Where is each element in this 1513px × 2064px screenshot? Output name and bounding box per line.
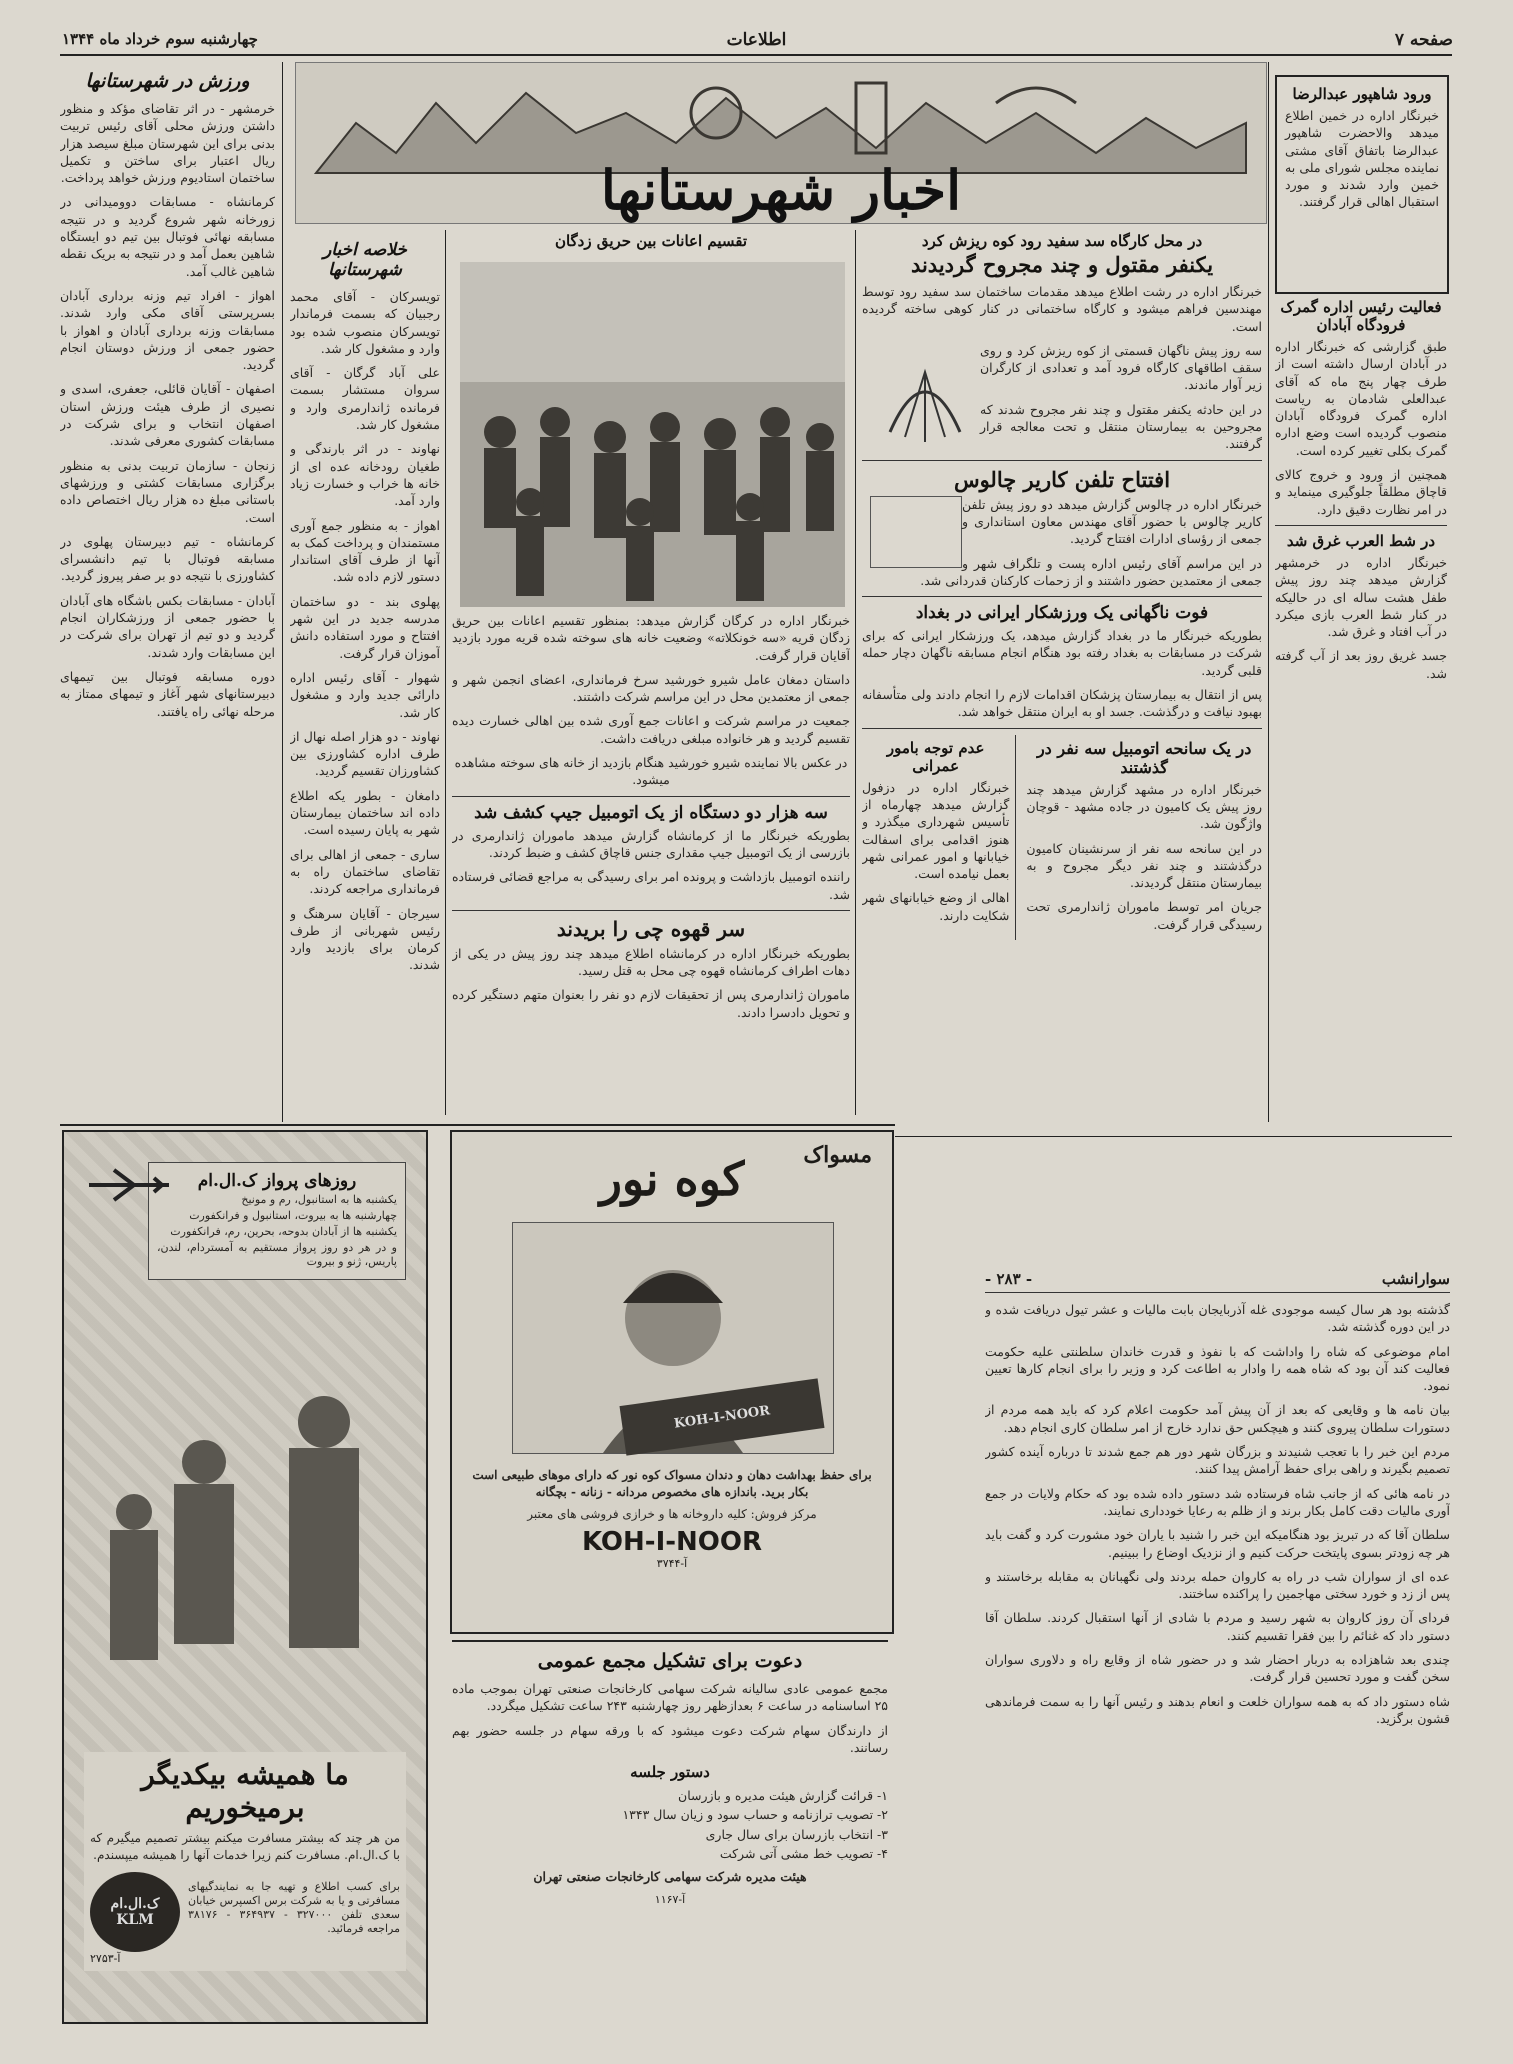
sports-paragraph: اصفهان - آقایان قائلی، جعفری، اسدی و نصیری از طرف هیئت ورزش استان اصفهان انتخاب و برای شرکت در مسابقات کشوری معرفی شدند. (60, 381, 275, 449)
shahpour-headline: ورود شاهپور عبدالرضا (1292, 85, 1432, 103)
story-paragraph: داستان دمغان عامل شیرو خورشید سرخ فرمانداری، اعضای انجمن شهر و جمعی از معتمدین محل در این مراسم شرکت داشتند. (452, 671, 850, 705)
serial-paragraph: عده ای از سواران شب در راه به کاروان حمله بردند ولی نگهبانان به مقابله برخاستند و پس از زد و خورد سختی مهاجمین را پراکنده ساختند. (985, 1568, 1450, 1602)
news-column-right (862, 232, 1262, 1112)
drowning-headline: در شط العرب غرق شد (1286, 531, 1436, 550)
kohinoor-advertisement (450, 1130, 894, 1634)
klm-advertisement (62, 1130, 428, 2024)
summary-paragraph: تویسرکان - آقای محمد رجبیان که بسمت فرماندار تویسرکان منصوب شده بود وارد و مشغول کار شد. (290, 289, 440, 356)
kohinoor-kicker: مسواک (803, 1142, 872, 1168)
civic-paragraph: اهالی از وضع خیابانهای شهر شکایت دارند. (862, 890, 1010, 923)
toothbrush-box: KOH-I-NOOR (619, 1378, 824, 1455)
summary-title: خلاصه اخبار شهرستانها (323, 240, 407, 280)
serial-paragraph: فردای آن روز کاروان به شهر رسید و مردم با شادی از آنها استقبال کردند. سلطان آقا دستور داد که غنائم را بین فقرا تقسیم کنند. (985, 1610, 1450, 1643)
summary-paragraph: سیرجان - آقایان سرهنگ و رئیس شهربانی از طرف کرمان برای بازدید وارد شدند. (290, 905, 440, 973)
accident-paragraph: جریان امر توسط ماموران ژاندارمری تحت رسیدگی قرار گرفت. (1026, 899, 1262, 932)
sports-paragraph: خرمشهر - در اثر تقاضای مؤکد و منظور داشتن ورزش محلی آقای رئیس تربیت بدنی برای این شهرستان مبلغ سیصد هزار ریال اعتبار برای ساختن و تکمیل ساختمان استادیوم ورزش خواهد پرداخت. (60, 101, 275, 186)
story-paragraph: جمعیت در مراسم شرکت و اعانات جمع آوری شده بین اهالی خسارت دیده تقسیم گردید و هر خانواده مبلغی دریافت داشت. (452, 713, 850, 746)
agenda-title: دستور جلسه (630, 1763, 710, 1782)
notice-signature: هیئت مدیره شرکت سهامی کارخانجات صنعتی تهران (533, 1869, 807, 1885)
baghdad-paragraph: بطوریکه خبرنگار ما در بغداد گزارش میدهد، یک ورزشکار ایرانی که برای شرکت در مسابقات به بغداد رفته بود هنگام انجام مسابقه ناگهان دچار حمله قلبی گردید. (862, 628, 1262, 678)
coffee-paragraph: ماموران ژاندارمری پس از تحقیقات لازم دو نفر را بعنوان متهم دستگیر کرده و تحویل دادسرا دادند. (452, 987, 850, 1020)
kohinoor-tagline: برای حفظ بهداشت دهان و دندان مسواک کوه نور که دارای موهای طبیعی است بکار برید. باندازه های مخصوص مردانه - زنانه - بچگانه (472, 1468, 872, 1500)
coffee-paragraph: بطوریکه خبرنگار اداره در کرمانشاه اطلاع میدهد چند روز پیش در یکی از دهات اطراف کرمانشاه قهوه چی محل به قتل رسید. (452, 945, 850, 979)
serial-story (985, 1270, 1450, 2030)
issue-date: چهارشنبه سوم خرداد ماه ۱۳۴۴ (62, 30, 258, 48)
summary-paragraph: علی آباد گرگان - آقای سروان مستشار بسمت فرمانده ژاندارمری وارد و مشغول کار شد. (290, 365, 440, 433)
shahpour-box (1275, 75, 1449, 294)
accident-paragraph: در این سانحه سه نفر از سرنشینان کامیون درگذشتند و چند نفر دیگر مجروح و به بیمارستان منتقل گردیدند. (1026, 840, 1262, 891)
kohinoor-dealer: مرکز فروش: کلیه داروخانه ها و خرازی فروشی های معتبر (527, 1506, 817, 1521)
fire-victims-story (452, 612, 850, 1117)
sports-paragraph: زنجان - سازمان تربیت بدنی به منظور برگزاری مسابقات کشتی و ورزشهای باستانی مبلغ ده هزار ریال اختصاص داده است. (60, 457, 275, 525)
summary-paragraph: اهواز - به منظور جمع آوری مستمندان و پرداخت کمک به آنها از طرف آقای استاندار دستور لازم داده شد. (290, 517, 440, 585)
header-rule (60, 54, 1452, 56)
serial-paragraph: گذشته بود هر سال کیسه موجودی غله آذربایجان بابت مالیات و عشر تیول دریافت شده و در این دوره گذشته شد. (985, 1302, 1450, 1335)
crowd-photo-image (460, 262, 845, 607)
shahpour-paragraph: خبرنگار اداره در خمین اطلاع میدهد والاحضرت شاهپور عبدالرضا باتفاق آقای مشتی نماینده مجلس شورای ملی به خمین وارد شدند و مورد استقبال اهالی قرار گرفتند. (1285, 108, 1439, 210)
column-rule (282, 62, 283, 1122)
serial-top-rule (895, 1136, 1452, 1137)
story-paragraph: خبرنگار اداره در کرگان گزارش میدهد: بمنظور تقسیم اعانات بین حریق زدگان قریه «سه خونکلاته» وضعیت خانه های سوخته شده قریه مورد بازدید آقایان قرار گرفت. (452, 613, 850, 663)
column-rule (1268, 62, 1269, 1122)
klm-schedule: چهارشنبه ها به بیروت، استانبول و فرانکفورت (189, 1209, 397, 1222)
summary-paragraph: شهوار - آقای رئیس اداره دارائی جدید وارد و مشغول کار شد. (290, 669, 440, 720)
dam-kicker: در محل کارگاه سد سفید رود کوه ریزش کرد (921, 232, 1203, 250)
sports-paragraph: کرمانشاه - تیم دبیرستان پهلوی در مسابقه فوتبال با تیم دانشسرای کشاورزی با نتیجه دو بر صفر پیروز گردید. (60, 533, 275, 584)
airplane-icon (84, 1160, 174, 1210)
kohinoor-title: کوه نور (599, 1152, 745, 1206)
summary-paragraph: پهلوی بند - دو ساختمان مدرسه جدید در این شهر افتتاح و مورد استفاده دانش آموزان قرار گرفت. (290, 593, 440, 661)
notice-title: دعوت برای تشکیل مجمع عمومی (537, 1650, 803, 1672)
agenda-item: ۱- قرائت گزارش هیئت مدیره و بازرسان (678, 1788, 888, 1804)
sports-title: ورزش در شهرستانها (85, 70, 250, 92)
sports-paragraph: آبادان - مسابقات بکس باشگاه های آبادان با حضور جمعی از ورزشکاران انجام گردید و دو تیم از تهران برای شرکت در این مسابقات وارد شدند. (60, 592, 275, 660)
baghdad-paragraph: پس از انتقال به بیمارستان پزشکان اقدامات لازم را انجام دادند ولی متأسفانه بهبود نیافت و درگذشت. جسد او به ایران منتقل خواهد شد. (862, 687, 1262, 720)
serial-paragraph: بیان نامه ها و وقایعی که بعد از آن پیش آمد حکومت اعلام کرد که باید همه مردم از دستورات سلطان پیروی کنند و هیچکس حق ندارد خارج از امر سلطان کاری انجام دهد. (985, 1402, 1450, 1435)
serial-paragraph: چندی بعد شاهزاده به دربار احضار شد و در حضور شاه از وقایع راه و دلاوری سواران سخن گفت و مورد تحسین قرار گرفت. (985, 1652, 1450, 1685)
customs-paragraph: همچنین از ورود و خروج کالای قاچاق مطلقاً جلوگیری مینماید و در امر نظارت دقیق دارد. (1275, 467, 1447, 517)
serial-paragraph: مردم این خبر را با تعجب شنیدند و بزرگان شهر دور هم جمع شدند تا درباره آینده کشور تصمیم بگیرند و راهی برای حفظ آرامش پیدا کنند. (985, 1444, 1450, 1477)
accident-headline: در یک سانحه اتومبیل سه نفر در گذشتند (1036, 738, 1252, 777)
kohinoor-code: آ-۳۷۴۴ (656, 1556, 688, 1570)
agenda-item: ۴- تصویب خط مشی آتی شرکت (719, 1846, 888, 1862)
notice-paragraph: مجمع عمومی عادی سالیانه شرکت سهامی کارخانجات صنعتی تهران بموجب ماده ۲۵ اساسنامه در ساعت ۶ بعدازظهر روز چهارشنبه ۲۴۳ ساعت تشکیل میگردد. (452, 1681, 888, 1714)
masthead-title: اخبار شهرستانها (600, 158, 962, 222)
customs-headline: فعالیت رئیس اداره گمرک فرودگاه آبادان (1280, 298, 1442, 334)
paper-name: اطلاعات (726, 30, 787, 50)
jeep-paragraph: راننده اتومبیل بازداشت و پرونده امر برای رسیدگی به مراجع قضائی فرستاده شد. (452, 869, 850, 902)
summary-paragraph: ساری - جمعی از اهالی برای تقاضای ساختمان راه به فرمانداری مراجعه کردند. (290, 846, 440, 897)
klm-schedule: یکشنبه ها از آبادان بدوحه، بحرین، رم، فرانکفورت (170, 1225, 397, 1238)
masthead-banner (295, 62, 1267, 224)
coffee-headline: سر قهوه چی را بریدند (556, 916, 746, 941)
klm-schedule: و در هر دو روز پرواز مستقیم به آمستردام، لندن، پاریس، ژنو و بیروت (157, 1241, 397, 1268)
story-paragraph: در عکس بالا نماینده شیرو خورشید هنگام بازدید از خانه های سوخته مشاهده میشود. (454, 755, 848, 788)
civic-paragraph: خبرنگار اداره در دزفول گزارش میدهد چهارماه از تأسیس شهرداری میگذرد و هنوز اقدامی برای اسفالت خیابانها و امور عمرانی شهر بعمل نیامده است. (862, 779, 1010, 882)
accident-paragraph: خبرنگار اداره در مشهد گزارش میدهد چند روز پیش یک کامیون در جاده مشهد - قوچان واژگون شد. (1026, 781, 1262, 832)
photo-caption-top (452, 232, 850, 262)
dam-paragraph: خبرنگار اداره در رشت اطلاع میدهد مقدمات ساختمان سد سفید رود توسط مهندسین فراهم میشود و کارگاه ساختمانی در کنار کوهی ساخته گردیده است. (862, 284, 1262, 334)
agenda-item: ۳- انتخاب بازرسان برای سال جاری (705, 1826, 888, 1842)
klm-logo: ک.ال.ام KLM (90, 1872, 180, 1952)
summary-column (290, 240, 440, 1120)
far-right-column (1275, 298, 1447, 1118)
agenda-item: ۲- تصویب ترازنامه و حساب سود و زیان سال ۱۳۴۳ (622, 1807, 888, 1823)
civic-headline: عدم توجه بامور عمرانی (886, 738, 985, 775)
column-rule (855, 230, 856, 1115)
drowning-paragraph: جسد غریق روز بعد از آب گرفته شد. (1275, 648, 1447, 681)
travelers-illustration (94, 1382, 394, 1712)
drowning-paragraph: خبرنگار اداره در خرمشهر گزارش میدهد چند روز پیش طفل هشت ساله ای در حالیکه در کنار شط العرب بازی میکرد در آب افتاد و غرق شد. (1275, 554, 1447, 640)
notice-paragraph: از دارندگان سهام شرکت دعوت میشود که با ورقه سهام در جلسه حضور بهم رسانند. (452, 1722, 888, 1755)
chalus-stamp-illustration (870, 496, 962, 568)
dam-paragraph: در این حادثه یکنفر مقتول و چند نفر مجروح شدند که مجروحین به بیمارستان منتقل و تحت معالجه قرار گرفتند. (980, 401, 1262, 452)
klm-slogan: ما همیشه بیکدیگر برمیخوریم (141, 1758, 349, 1824)
notice-code: آ-۱۱۶۷ (654, 1892, 686, 1906)
klm-code: آ-۲۷۵۳ (90, 1951, 121, 1965)
kohinoor-brand: KOH-I-NOOR (581, 1526, 763, 1557)
baghdad-headline: فوت ناگهانی یک ورزشکار ایرانی در بغداد (915, 603, 1209, 624)
phone-paragraph: در این مراسم آقای رئیس اداره پست و تلگراف شهر و جمعی از معتمدین حضور داشتند و از زحمات کارکنان قدردانی شد. (920, 555, 1262, 588)
shareholders-notice (452, 1640, 888, 2027)
serial-number: - ۲۸۳ - (985, 1270, 1033, 1288)
summary-paragraph: نهاوند - در اثر بارندگی و طغیان رودخانه عده ای از خانه ها خراب و خسارت زیاد وارد آمد. (290, 441, 440, 509)
column-rule (445, 230, 446, 1115)
sports-paragraph: اهواز - افراد تیم وزنه برداری آبادان بسرپرستی آقای مکی وارد شدند. مسابقات وزنه برداری آبادان و اهواز با حضور جمعی از ورزش دوستان انجام گردید. (60, 287, 275, 373)
phone-paragraph: خبرنگار اداره در چالوس گزارش میدهد دو روز پیش تلفن کاریر چالوس با حضور آقای مهندس معاون استانداری و جمعی از رؤسای ادارات افتتاح گردید. (962, 496, 1262, 547)
news-photo (460, 262, 845, 607)
serial-paragraph: امام موضوعی که شاه را واداشت که با نفوذ و قدرت خاندان سلطنتی علیه حکومت فعالیت کند آن بود که شاه همه را وادار به اطاعت کرد و وزیر را برای انجام کارها تعیین نمود. (985, 1343, 1450, 1394)
page-number: صفحه ۷ (1394, 30, 1453, 50)
klm-title: روزهای پرواز ک.ال.ام (197, 1171, 357, 1191)
serial-paragraph: شاه دستور داد که به همه سواران خلعت و انعام بدهند و رئیس آنها را به سمت فرماندهی قشون برگزید. (985, 1693, 1450, 1726)
sports-paragraph: دوره مسابقه فوتبال بین تیمهای دبیرستانهای شهر آغاز و تیمهای ممتاز به مرحله نهائی راه یافتند. (60, 668, 275, 719)
phone-headline: افتتاح تلفن کاریر چالوس (953, 466, 1171, 492)
klm-schedule: یکشنبه ها به استانبول، رم و مونیخ (241, 1193, 397, 1206)
dam-headline: یکنفر مقتول و چند مجروح گردیدند (910, 252, 1214, 277)
wheat-illustration (870, 342, 980, 452)
jeep-headline: سه هزار دو دستگاه از یک اتومبیل جیپ کشف شد (474, 802, 828, 823)
sports-column (60, 70, 275, 1120)
summary-paragraph: نهاوند - دو هزار اصله نهال از طرف اداره کشاورزی بین کشاورزان تقسیم گردید. (290, 728, 440, 779)
serial-title: سوارانشب (1381, 1270, 1450, 1288)
klm-body: من هر چند که بیشتر مسافرت میکنم بیشتر تصمیم میگیرم که با ک.ال.ام. مسافرت کنم زیرا خدمات آنها را همیشه میپسندم. (90, 1831, 400, 1863)
klm-contact: برای کسب اطلاع و تهیه جا به نمایندگیهای مسافرتی و یا به شرکت برس اکسپرس خیابان سعدی تلفن ۳۲۷۰۰۰ - ۳۶۴۹۳۷ - ۳۸۱۷۶ مراجعه فرمائید. (188, 1880, 400, 1936)
jeep-paragraph: بطوریکه خبرنگار ما از کرمانشاه گزارش میدهد ماموران ژاندارمری در بازرسی از یک اتومبیل جیپ مقداری جنس قاچاق کشف و ضبط کردند. (452, 827, 850, 860)
sports-paragraph: کرمانشاه - مسابقات دوومیدانی در زورخانه شهر شروع گردید و در نتیجه مسابقه نهائی فوتبال بین تیم دو ایستگاه شاهین بعمل آمد و در نتیجه به بریک نقطه شاهین غالب آمد. (60, 194, 275, 279)
serial-paragraph: در نامه هائی که از جانب شاه فرستاده شد دستور داده شده بود که حکام ولایات در جمع آوری مالیات دقت کامل بکار برند و از ظلم به رعایا خودداری نمایند. (985, 1485, 1450, 1518)
ads-rule (60, 1124, 895, 1126)
photo-caption: تقسیم اعانات بین حریق زدگان (554, 232, 748, 250)
summary-paragraph: دامغان - بطور یکه اطلاع داده اند ساختمان بیمارستان شهر به پایان رسیده است. (290, 787, 440, 838)
dam-paragraph: سه روز پیش ناگهان قسمتی از کوه ریزش کرد و روی سقف اطاقهای کارگاه فرود آمد و تعدادی از کارگران زیر آوار ماندند. (980, 342, 1262, 393)
serial-paragraph: سلطان آقا که در تبریز بود هنگامیکه این خبر را شنید با یاران خود مشورت کرد و گفت باید هر چه زودتر بسوی پایتخت حرکت کنیم و از نزدیک اوضاع را ببینیم. (985, 1527, 1450, 1560)
customs-paragraph: طبق گزارشی که خبرنگار اداره در آبادان ارسال داشته است از طرف چهار پنج ماه که آقای عبدالعلی شادمان به ریاست اداره گمرک فرودگاه آبادان منصوب گردیده است وضع اداره گمرک بکلی تغییر کرده است. (1275, 339, 1447, 458)
